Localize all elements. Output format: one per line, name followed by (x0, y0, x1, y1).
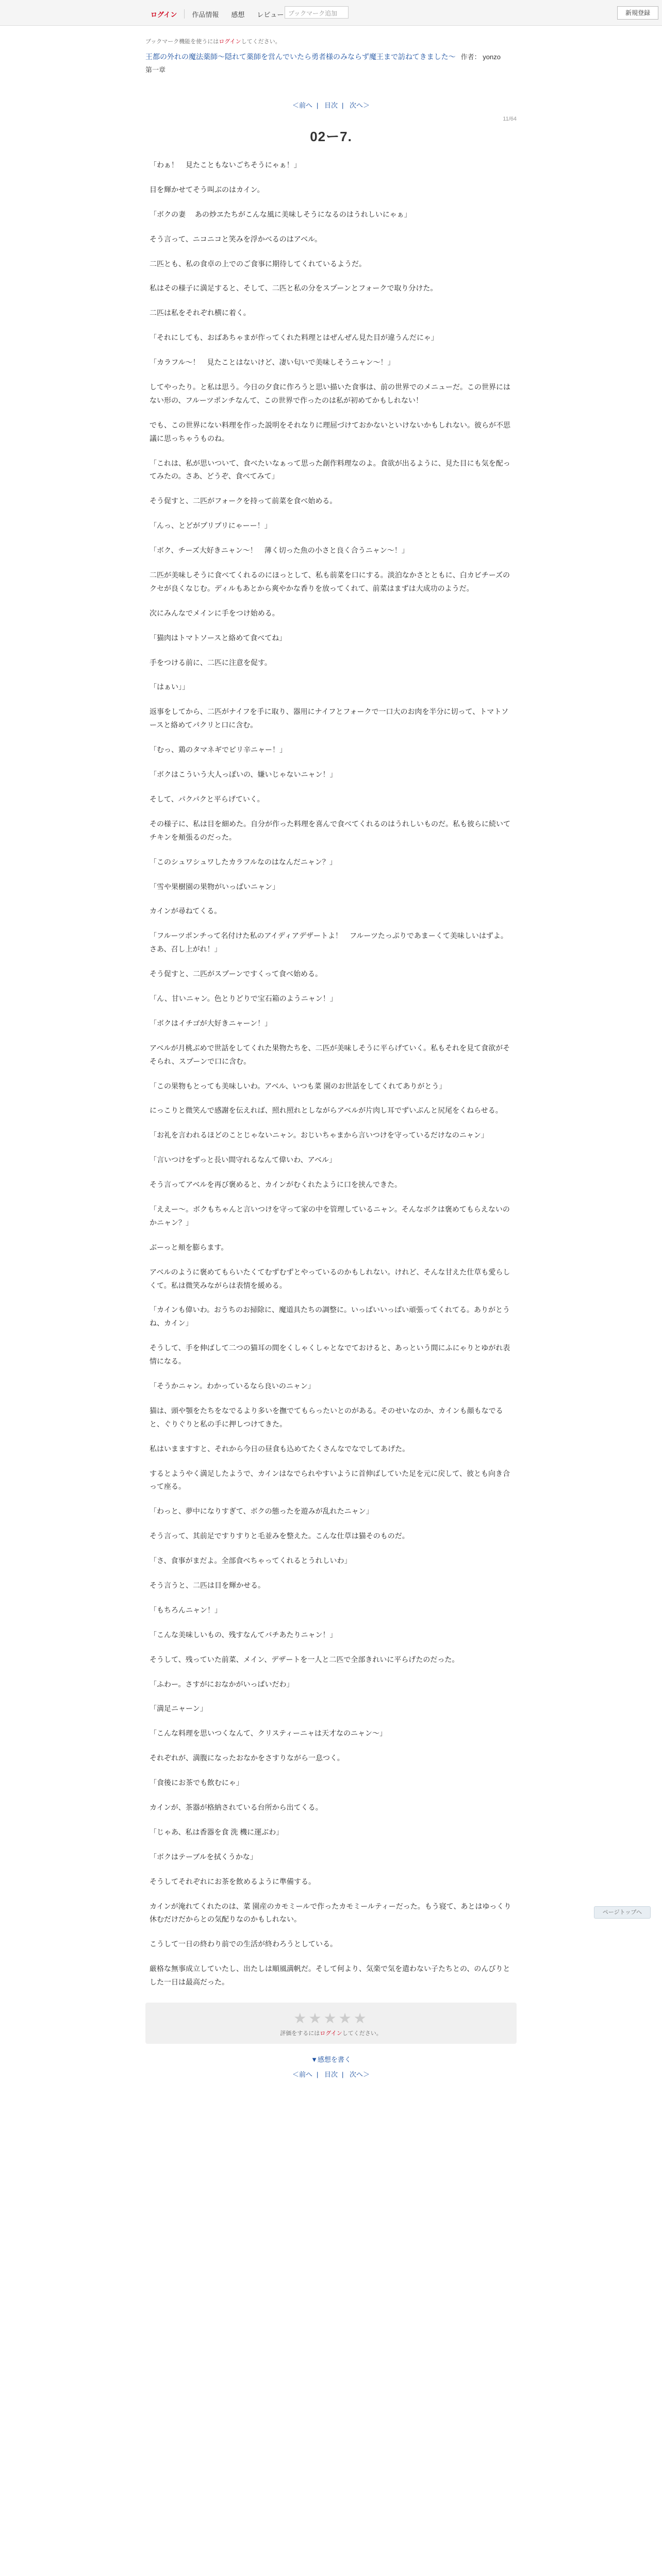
note-text: 評価をするには (280, 2030, 320, 2037)
novel-paragraph: 「満足ニャーン」 (150, 1704, 207, 1713)
novel-paragraph: 「ボク、チーズ大好きニャン～！ 薄く切った魚の小さと良く合うニャン～！」 (150, 546, 409, 555)
signup-button[interactable]: 新規登録 (617, 6, 658, 20)
novel-paragraph: 「食後にお茶でも飲むにゃ」 (150, 1778, 243, 1787)
note-text: してください。 (342, 2030, 382, 2037)
novel-paragraph: 猫は、頭や顎をたちをなでるより多いを撫でてもらったいとのがある。そのせいなのか、カインも顔もなでると、ぐりぐりと私の手に押しつけてきた。 (150, 1406, 503, 1428)
novel-paragraph: 「カインも偉いわ。おうちのお掃除に、魔道具たちの調整に。いっぱいいっぱい頑張ってくれてる。ありがとうね、カイン」 (150, 1306, 510, 1328)
novel-paragraph: 「ん、甘いニャン。色とりどりで宝石箱のようニャン！」 (150, 994, 337, 1003)
pager-sep: | (316, 2071, 319, 2079)
novel-paragraph: 「ふわー。さすがにおなかがいっぱいだわ」 (150, 1680, 294, 1688)
novel-paragraph: こうして一日の終わり前での生活が終わろうとしている。 (150, 1940, 337, 1948)
novel-paragraph: 私はいまますすと、それから今日の昼食も込めてたくさんなでなでしてあげた。 (150, 1444, 410, 1453)
novel-paragraph: 二匹とも、私の食卓の上でのご食事に期待してくれているようだ。 (150, 259, 366, 268)
novel-paragraph: 「ボクの妻 あの炒ヱたちがこんな風に美味しそうになるのはうれしいにゃぁ」 (150, 210, 411, 218)
novel-paragraph: でも、この世界にない料理を作った説明をそれなりに理屈づけておかないといけないかもしれない。彼らが不思議に思っちゃうものね。 (150, 420, 510, 443)
novel-paragraph: 「わっと、夢中になりすぎて、ボクの態ったを遊みが乱れたニャン」 (150, 1507, 373, 1516)
novel-paragraph: 「ボクはテーブルを拭くうかな」 (150, 1852, 257, 1861)
novel-paragraph: そう促すと、二匹がスプーンですくって食べ始める。 (150, 970, 323, 978)
novel-title-link[interactable]: 王都の外れの魔法薬師～隠れて薬師を営んでいたら勇者様のみならず魔王まで訪ねてきました～ (145, 53, 456, 61)
nav-impressions[interactable]: 感想 (231, 11, 245, 19)
novel-paragraph: ぶーっと頬を膨らます。 (150, 1243, 228, 1251)
nav-novel-info[interactable]: 作品情報 (192, 11, 219, 19)
main-content (145, 26, 517, 2079)
nav-reviews[interactable]: レビュー (257, 11, 284, 19)
novel-paragraph: そうして、残っていた前菜、メイン、デザートを一人と二匹で全部きれいに平らげたのだった。 (150, 1655, 459, 1664)
novel-paragraph: 「こんな料理を思いつくなんて、クリスティーニャは天才なのニャン～」 (150, 1729, 387, 1738)
novel-paragraph: カインが淹れてくれたのは、菜 園産のカモミールで作ったカモミールティーだった。もう寝て、あとはゆっくり休むだけだからとの気配りなのかもしれない。 (150, 1902, 511, 1924)
novel-paragraph: 次にみんなでメインに手をつけ始める。 (150, 608, 279, 617)
novel-paragraph: 「これは、私が思いついて、食べたいなぁって思った創作料理なのよ。食欲が出るように、見た目にも気を配ってみたの。さあ、どうぞ、食べてみて」 (150, 459, 510, 481)
toc-link[interactable]: 目次 (324, 2071, 338, 2079)
novel-paragraph: 私はその様子に満足すると、そして、二匹と私の分をスプーンとフォークで取り分けた。 (150, 284, 438, 293)
rating-stars[interactable]: ★★★★★ (293, 2010, 369, 2027)
novel-paragraph: そうして、手を伸ばして二つの猫耳の間をくしゃくしゃとなでておけると、あっという間にふにゃりとゆがれ表情になる。 (150, 1344, 510, 1366)
novel-paragraph: 「こんな美味しいもの、残すなんてバチあたりニャン！」 (150, 1630, 337, 1639)
novel-paragraph: 「雪や果樹園の果物がいっぱいニャン」 (150, 882, 279, 891)
next-link[interactable]: 次へ＞ (350, 2071, 370, 2079)
rating-note (145, 2029, 517, 2037)
novel-paragraph: 「むっ、鶏のタマネギでピリ辛ニャー！」 (150, 745, 287, 754)
novel-paragraph: それぞれが、満腹になったおなかをさすりながら一息つく。 (150, 1754, 344, 1762)
novel-paragraph: 厳格な無事成立していたし、出たしは順風満帆だ。そして何より、気楽で気を遣わない子たちとの、のんびりとした一日は最高だった。 (150, 1964, 510, 1987)
next-link[interactable]: 次へ＞ (350, 101, 370, 109)
novel-paragraph: カインが尋ねてくる。 (150, 907, 222, 916)
chapter-name: 第一章 (145, 66, 166, 74)
login-link[interactable]: ログイン (151, 11, 177, 19)
episode-title: 02ー7. (310, 129, 352, 144)
novel-paragraph: 「もちろんニャン！」 (150, 1605, 222, 1614)
login-link[interactable]: ログイン (320, 2030, 342, 2037)
novel-paragraph: 二匹が美味しそうに食べてくれるのにほっとして、私も前菜を口にする。淡泊なかさとともに、白カビチーズのクセが良くなじむ。ディルもあとから爽やかな香りを放ってくれて、前菜はまずは大成功のようだ。 (150, 571, 510, 592)
pager-top (145, 100, 517, 110)
novel-paragraph: カインが、茶器が格納されている台所から出てくる。 (150, 1803, 323, 1812)
write-review-link[interactable]: ▼感想を書く (311, 2056, 351, 2064)
pager-sep: | (342, 101, 344, 109)
novel-paragraph: 返事をしてから、二匹がナイフを手に取り、器用にナイフとフォークで一口大のお肉を半分に切って、トマトソースと絡めてパクリと口に含む。 (150, 707, 509, 730)
novel-paragraph: 「この果物もとっても美味しいわ。アベル、いつも菜 園のお世話をしてくれてありがとう」 (150, 1081, 446, 1090)
pager-sep: | (342, 2071, 344, 2079)
novel-paragraph: そう言ってアベルを再び褒めると、カインがむくれたように口を挟んできた。 (150, 1180, 402, 1189)
bookmark-login-note (145, 37, 517, 45)
novel-paragraph: その様子に、私は目を細めた。自分が作った料理を喜んで食べてくれるのはうれしいものだ。私も彼らに続いてチキンを頬張るのだった。 (150, 819, 510, 841)
pager-bottom (145, 2069, 517, 2079)
novel-paragraph: 「そうかニャン。わかっているなら良いのニャン」 (150, 1381, 315, 1390)
novel-paragraph: 「はぁい」」 (150, 683, 189, 691)
rating-box (145, 2003, 517, 2044)
novel-paragraph: するとようやく満足したようで、カインはなでられやすいように首伸ばしていた足を元に戻して、彼とも向き合って座る。 (150, 1469, 510, 1491)
top-nav (145, 6, 289, 22)
novel-paragraph: 「じゃあ、私は香器を食 洗 機に運ぶわ」 (150, 1827, 284, 1836)
note-text: してください。 (241, 39, 281, 45)
divider (184, 9, 185, 19)
novel-paragraph: 「わぁ！ 見たこともないごちそうにゃぁ！」 (150, 161, 301, 169)
novel-paragraph: そうしてそれぞれにお茶を飲めるように準備する。 (150, 1877, 316, 1886)
novel-paragraph: 「カラフル～！ 見たことはないけど、凄い匂いで美味しそうニャン～！」 (150, 358, 395, 367)
note-text: ブックマーク機能を使うには (145, 39, 219, 45)
novel-paragraph: 「猫肉はトマトソースと絡めて食べてね」 (150, 633, 287, 642)
novel-paragraph: そして、パクパクと平らげていく。 (150, 794, 264, 803)
page-count: 11/64 (503, 116, 517, 122)
novel-body (145, 159, 517, 1989)
novel-paragraph: そう言って、其前足ですりすりと毛並みを整えた。こんな仕草は猫そのものだ。 (150, 1532, 409, 1540)
novel-paragraph: 「フルーツポンチって名付けた私のアイディアデザートよ！ フルーツたっぷりであまーくて美味しいはずよ。さあ、召し上がれ！」 (150, 931, 508, 954)
novel-paragraph: してやったり。と私は思う。今日の夕食に作ろうと思い描いた食事は、前の世界でのメニューだ。この世界にはない形の、フルーツポンチなんて、この世界で作ったのは私が初めてかもしれない！ (150, 383, 510, 404)
novel-paragraph: アベルのように褒めてもらいたくてむずむずとやっているのかもしれない。けれど、そんな甘えた仕草も愛らしくて。私は微笑みながらは表情を緩める。 (150, 1267, 510, 1290)
novel-paragraph: 「ええー～。ボクもちゃんと言いつけを守って家の中を管理しているニャン。そんなボクは褒めてもらえないのかニャン？」 (150, 1205, 510, 1227)
novel-paragraph: そう言うと、二匹は目を輝かせる。 (150, 1581, 265, 1589)
novel-paragraph: 「お礼を言われるほどのことじゃないニャン。おじいちゃまから言いつけを守っているだけなのニャン」 (150, 1131, 488, 1140)
novel-paragraph: 二匹は私をそれぞれ横に着く。 (150, 309, 251, 317)
page-top-button[interactable]: ページトップへ (594, 1906, 651, 1919)
novel-paragraph: 「ボクはこういう大人っぽいの、嫌いじゃないニャン！」 (150, 770, 337, 779)
toc-link[interactable]: 目次 (324, 101, 338, 109)
novel-paragraph: 目を輝かせてそう叫ぶのはカイン。 (150, 185, 264, 194)
top-bar (0, 0, 662, 26)
novel-paragraph: 手をつける前に、二匹に注意を促す。 (150, 658, 272, 667)
novel-paragraph: そう言って、ニコニコと笑みを浮かべるのはアベル。 (150, 234, 322, 243)
novel-paragraph: 「ボクはイチゴが大好きニャーン！」 (150, 1019, 272, 1027)
prev-link[interactable]: ＜前へ (292, 2071, 312, 2079)
login-link[interactable]: ログイン (219, 39, 241, 45)
pager-sep: | (316, 101, 319, 109)
novel-paragraph: にっこりと微笑んで感謝を伝えれば、照れ照れとしながらアベルが片肉し耳でずいぶんと尻尾をくねらせる。 (150, 1106, 503, 1115)
novel-paragraph: 「言いつけをずっと長い間守れるなんて偉いわ、アベル」 (150, 1156, 337, 1164)
novel-paragraph: アベルが月桃ぶめで世話をしてくれた果物たちを、二匹が美味しそうに平らげていく。私もそれを見て食欲がそそられ、スプーンで口に含む。 (150, 1043, 510, 1065)
novel-paragraph: 「このシュワシュワしたカラフルなのはなんだニャン？」 (150, 857, 337, 866)
novel-paragraph: 「それにしても、おばあちゃまが作ってくれた料理とはぜんぜん見た目が違うんだにゃ」 (150, 333, 438, 342)
novel-paragraph: 「さ、食事がまだよ。全部食べちゃってくれるとうれしいわ」 (150, 1556, 352, 1565)
novel-paragraph: 「んっ、とどがプリプリにゃーー！」 (150, 521, 272, 530)
prev-link[interactable]: ＜前へ (292, 101, 312, 109)
bookmark-add-field[interactable]: ブックマーク追加 (285, 6, 349, 19)
novel-paragraph: そう促すと、二匹がフォークを持って前菜を食べ始める。 (150, 497, 337, 505)
novel-title-row (145, 52, 517, 62)
author-name: 作者： yonzo (460, 53, 501, 61)
